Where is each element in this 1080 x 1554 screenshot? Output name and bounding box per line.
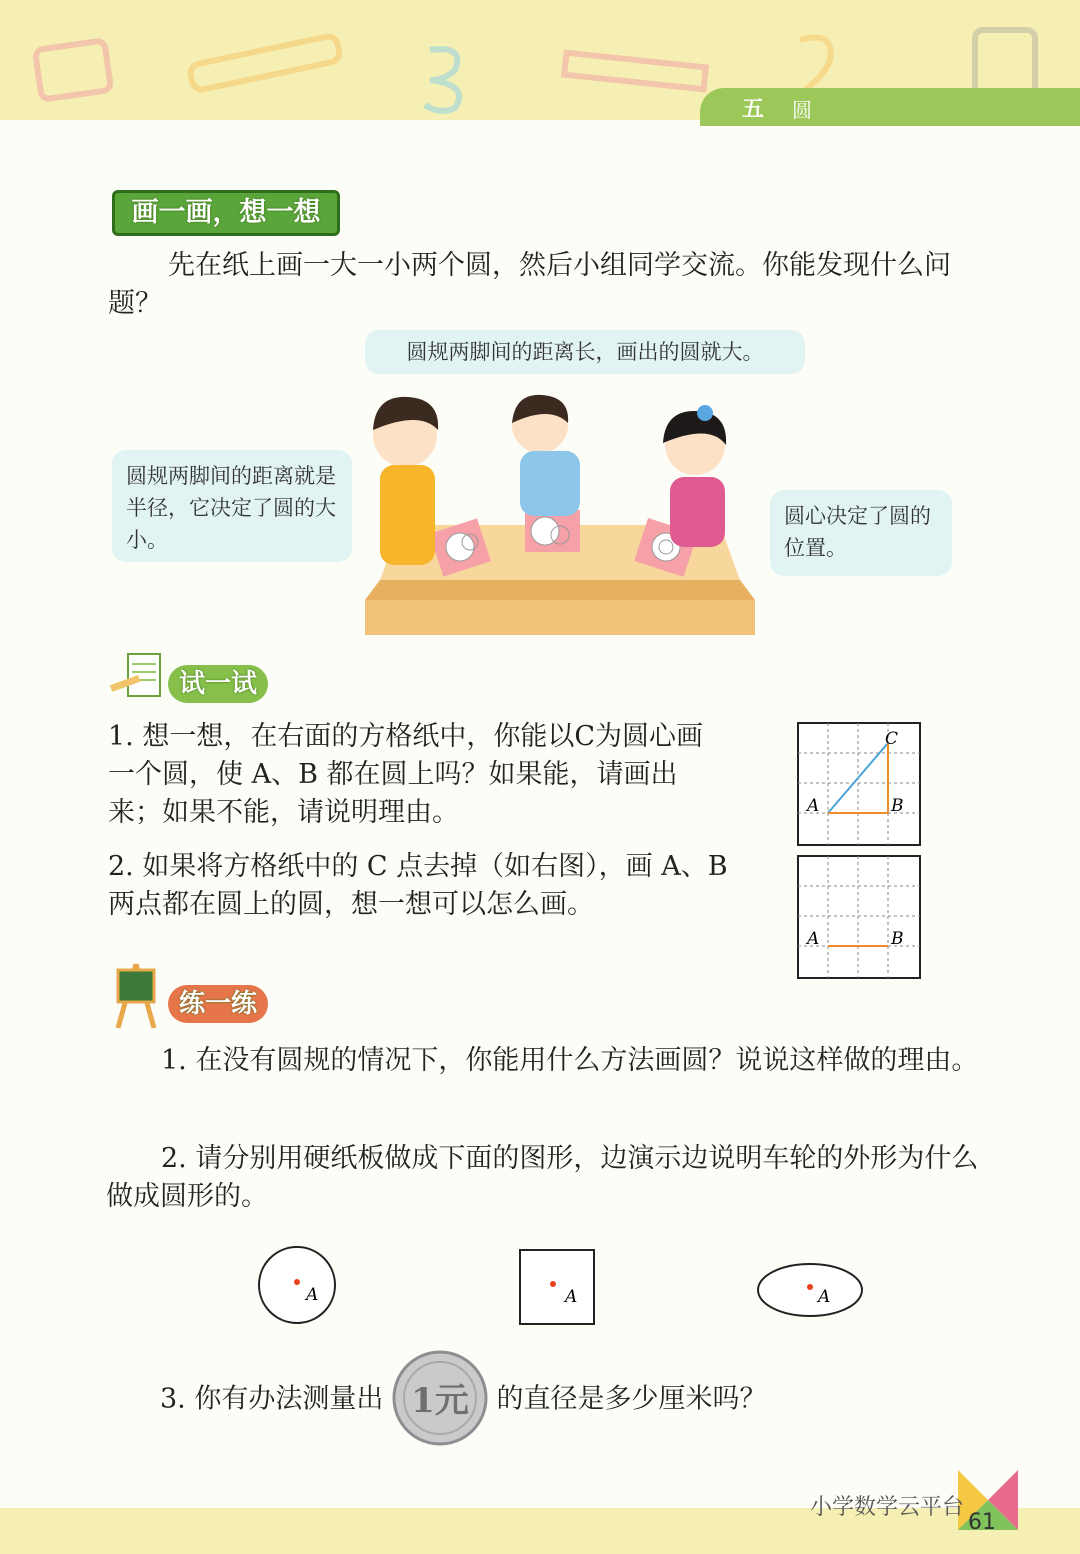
practice-item-3-before: 3. 你有办法测量出 xyxy=(160,1383,384,1415)
section-title-practice: 练一练 xyxy=(168,985,268,1023)
grid-paper-without-c xyxy=(797,855,921,979)
try-item-2: 2. 如果将方格纸中的 C 点去掉（如右图），画 A、B 两点都在圆上的圆，想一想可以怎么画。 xyxy=(108,851,728,920)
practice-item-1: 1. 在没有圆规的情况下，你能用什么方法画圆？说说这样做的理由。 xyxy=(161,1045,979,1076)
speech-bubble-left: 圆规两脚间的距离就是半径，它决定了圆的大小。 xyxy=(112,450,352,562)
grid2-label-a: A xyxy=(807,929,820,949)
practice-item-2: 2. 请分别用硬纸板做成下面的图形，边演示边说明车轮的外形为什么做成圆形的。 xyxy=(106,1143,979,1212)
grid1-label-c: C xyxy=(885,729,899,749)
chapter-number: 五 xyxy=(742,97,765,122)
grid-paper-with-c xyxy=(797,722,921,846)
page-number: 61 xyxy=(968,1510,996,1535)
square-shape xyxy=(520,1250,594,1324)
coin-text: 1元 xyxy=(411,1381,469,1421)
coin-image xyxy=(392,1370,488,1430)
watermark-text: 小学数学云平台 xyxy=(810,1495,965,1520)
grid2-label-b: B xyxy=(891,929,904,949)
section-title-try: 试一试 xyxy=(168,665,268,703)
notebook-icon xyxy=(110,650,166,700)
grid1-label-b: B xyxy=(891,796,904,816)
ellipse-label: A xyxy=(818,1287,831,1307)
section-title-draw-think: 画一画，想一想 xyxy=(112,190,340,236)
circle-label: A xyxy=(306,1285,319,1305)
grid1-label-a: A xyxy=(807,796,820,816)
speech-bubble-right: 圆心决定了圆的位置。 xyxy=(770,490,952,576)
practice-item-3-after: 的直径是多少厘米吗？ xyxy=(496,1383,767,1415)
try-item-1: 1. 想一想，在右面的方格纸中，你能以C为圆心画一个圆，使 A、B 都在圆上吗？如果能，请画出来；如果不能，请说明理由。 xyxy=(108,721,704,828)
shape-figures xyxy=(240,1240,880,1340)
easel-icon xyxy=(108,958,164,1030)
square-label: A xyxy=(565,1287,578,1307)
practice-item-3 xyxy=(160,1370,1020,1430)
intro-paragraph: 先在纸上画一大一小两个圆，然后小组同学交流。你能发现什么问题？ xyxy=(108,250,951,319)
speech-bubble-top: 圆规两脚间的距离长，画出的圆就大。 xyxy=(365,330,805,374)
chapter-title: 圆 xyxy=(792,98,812,122)
students-illustration xyxy=(360,385,760,635)
